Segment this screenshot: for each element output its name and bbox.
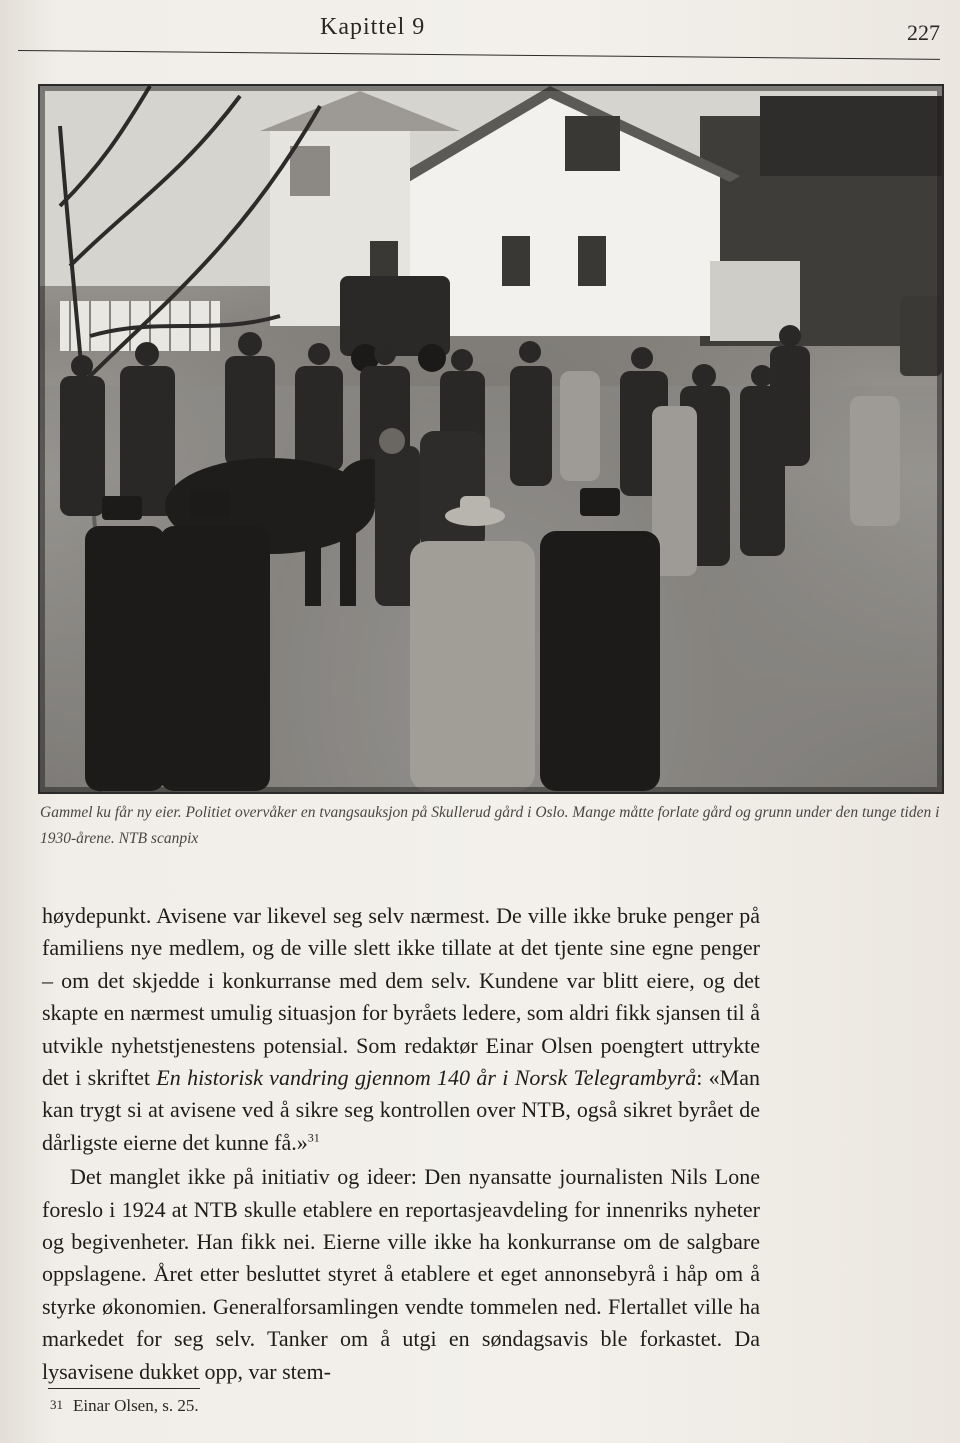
paragraph-1: høydepunkt. Avisene var likevel seg selv nærmest. De ville ikke bruke penger på familiens nye medlem, og de ville slett ikke tillate at det tjente sine egne penger – om det skjedde i konkurranse med dem selv. Kundene var blitt eiere, og det skapte en nærmest umulig situasjon for byråets ledere, som aldri fikk sjansen til å utvikle nyhetstjenestens potensial. Som redaktør Einar Olsen poengtert uttrykte det i skriftet En historisk vandring gjennom 140 år i Norsk Telegrambyrå: «Man kan trygt si at avisene ved å sikre seg kontrollen over NTB, også sikret byrået de dårligste eierne det kunne få.»$^{31}$: [42, 903, 760, 1155]
photo-illustration: [40, 86, 942, 792]
footnote-rule: [48, 1388, 200, 1389]
body-text: [42, 900, 760, 1388]
footnote-text: Einar Olsen, s. 25.: [73, 1396, 199, 1415]
footnote: [50, 1396, 199, 1416]
chapter-running-head: Kapittel 9: [320, 14, 426, 40]
paragraph-2: Det manglet ikke på initiativ og ideer: Den nyansatte journalisten Nils Lone foreslo i 1924 at NTB skulle etablere en reportasjeavdeling for innenriks nyheter og begivenheter. Han fikk nei. Eierne ville ikke ha konkurranse om de salgbare oppslagene. Året etter besluttet styret å etablere et eget annonsebyrå i håp om å styrke økonomien. Generalforsamlingen vendte tommelen ned. Flertallet ville ha markedet for seg selv. Tanker om å utgi en søndagsavis ble forkastet. Da lysavisene dukket opp, var stem-: [42, 1164, 760, 1384]
footnote-number: 31: [50, 1397, 63, 1412]
photo-caption: Gammel ku får ny eier. Politiet overvåker en tvangsauksjon på Skullerud gård i Oslo. Mange måtte forlate gård og grunn under den tunge tiden i 1930-årene. NTB scanpix: [40, 804, 940, 847]
page-number: 227: [907, 20, 940, 45]
header-rule: [18, 50, 940, 60]
footnote-reference: 31: [307, 1130, 320, 1145]
photograph-forced-auction: [38, 84, 944, 794]
cited-title: En historisk vandring gjennom 140 år i Norsk Telegrambyrå: [156, 1065, 697, 1091]
